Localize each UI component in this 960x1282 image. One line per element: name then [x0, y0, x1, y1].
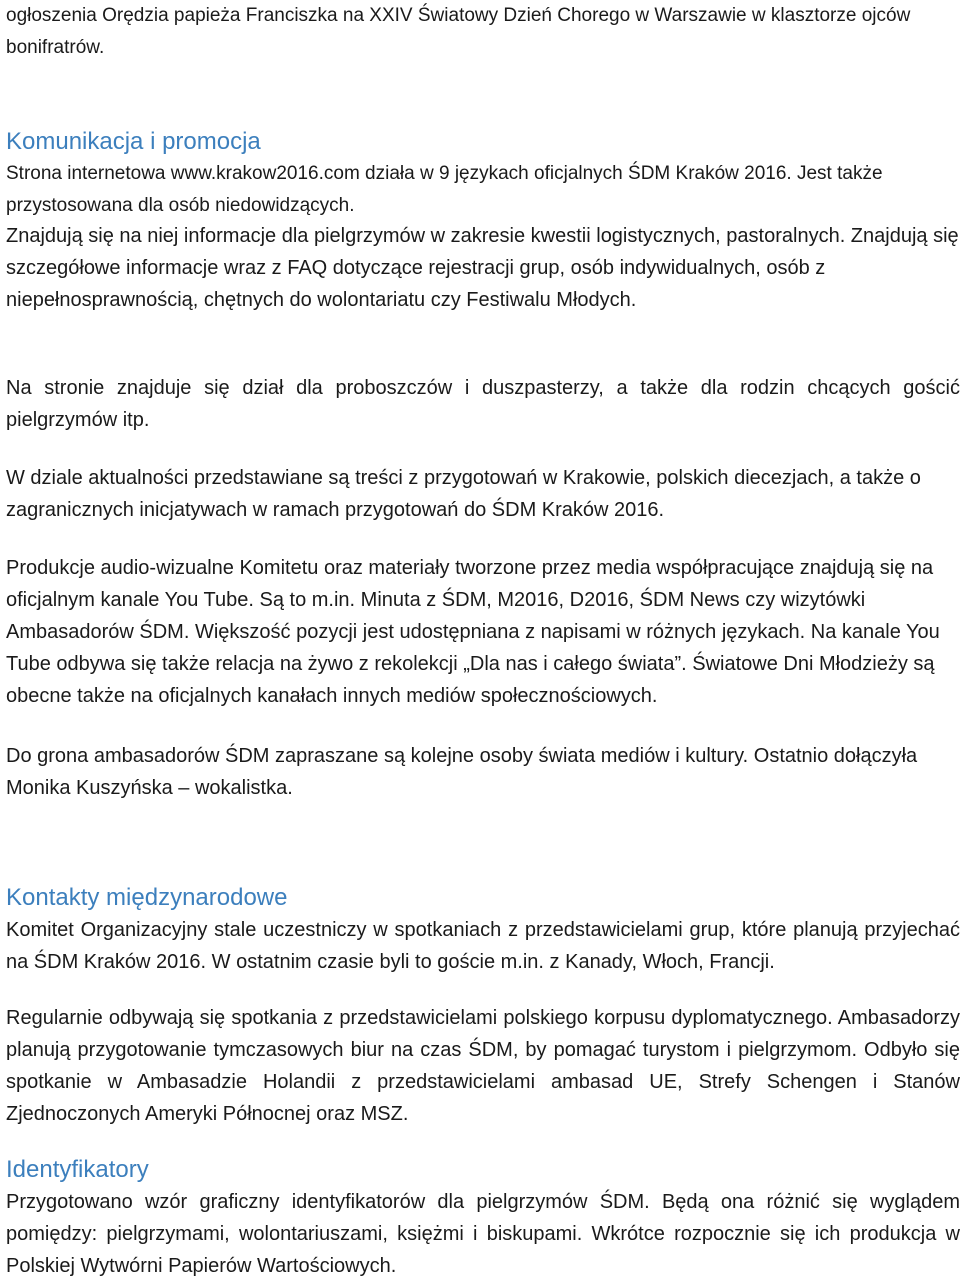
heading-communication: Komunikacja i promocja — [6, 128, 261, 155]
paragraph-ambassadors: Do grona ambasadorów ŚDM zapraszane są kolejne osoby świata mediów i kultury. Ostatnio dołączyła Monika Kuszyńska – wokalistka. — [6, 745, 918, 799]
paragraph-ids: Przygotowano wzór graficzny identyfikatorów dla pielgrzymów ŚDM. Będą ona różnić się wyglądem pomiędzy: pielgrzymami, wolontariuszami, księżmi i biskupami. Wkrótce rozpocznie się ich produkcja w Polskiej Wytwórni Papierów Wartościowych. — [6, 1191, 960, 1277]
paragraph-priests-section: Na stronie znajduje się dział dla proboszczów i duszpasterzy, a także dla rodzin chcących gościć pielgrzymów itp. — [6, 377, 960, 431]
paragraph-group-meetings: Komitet Organizacyjny stale uczestniczy w spotkaniach z przedstawicielami grup, które planują przyjechać na ŚDM Kraków 2016. W ostatnim czasie byli to goście m.in. z Kanady, Włoch, Francji. — [6, 919, 960, 973]
heading-international: Kontakty międzynarodowe — [6, 884, 288, 911]
intro-paragraph: ogłoszenia Orędzia papieża Franciszka na XXIV Światowy Dzień Chorego w Warszawie w klasztorze ojców bonifratrów. — [6, 5, 911, 58]
paragraph-news: W dziale aktualności przedstawiane są treści z przygotowań w Krakowie, polskich diecezjach, a także o zagranicznych inicjatywach w ramach przygotowań do ŚDM Kraków 2016. — [6, 467, 921, 521]
paragraph-diplomatic: Regularnie odbywają się spotkania z przedstawicielami polskiego korpusu dyplomatycznego. Ambasadorzy planują przygotowanie tymczasowych biur na czas ŚDM, by pomagać turystom i pielgrzymom. Odbyło się spotkanie w Ambasadzie Holandii z przedstawicielami ambasad UE, Strefy Schengen i Stanów Zjednoczonych Ameryki Północnej oraz MSZ. — [6, 1007, 960, 1125]
paragraph-website-info: Znajdują się na niej informacje dla pielgrzymów w zakresie kwestii logistycznych, pastoralnych. Znajdują się szczegółowe informacje wraz z FAQ dotyczące rejestracji grup, osób indywidualnych, osób z niepełnosprawnością, chętnych do wolontariatu czy Festiwalu Młodych. — [6, 225, 959, 311]
paragraph-website: Strona internetowa www.krakow2016.com działa w 9 językach oficjalnych ŚDM Kraków 2016. Jest także przystosowana dla osób niedowidzących. — [6, 163, 883, 216]
heading-ids: Identyfikatory — [6, 1156, 149, 1183]
paragraph-audiovisual: Produkcje audio-wizualne Komitetu oraz materiały tworzone przez media współpracujące znajdują się na oficjalnym kanale You Tube. Są to m.in. Minuta z ŚDM, M2016, D2016, ŚDM News czy wizytówki Ambasadorów ŚDM. Większość pozycji jest udostępniana z napisami w różnych językach. Na kanale You Tube odbywa się także relacja na żywo z rekolekcji „Dla nas i całego świata”. Światowe Dni Młodzieży są obecne także na oficjalnych kanałach innych mediów społecznościowych. — [6, 557, 940, 707]
